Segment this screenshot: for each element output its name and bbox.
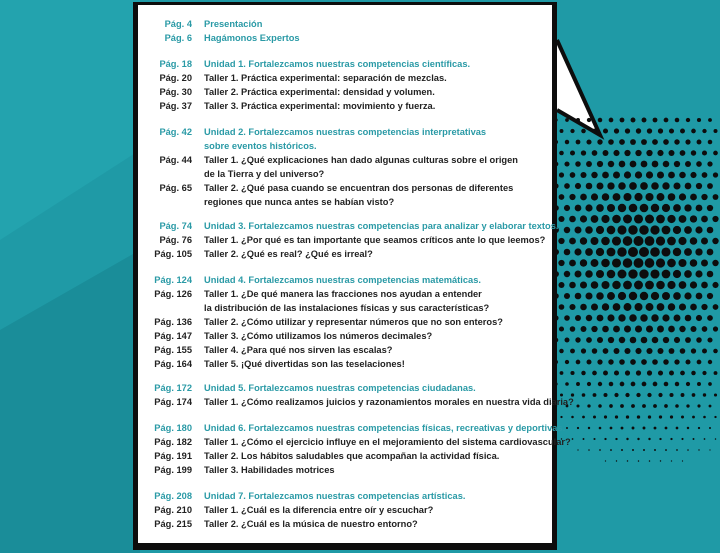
halftone-dot xyxy=(592,348,598,354)
toc-heading-row xyxy=(138,139,552,153)
halftone-dot xyxy=(580,194,587,201)
halftone-dot xyxy=(581,371,585,375)
halftone-dot xyxy=(587,382,591,386)
halftone-dot xyxy=(593,438,595,440)
halftone-dot xyxy=(560,371,564,375)
halftone-dot xyxy=(559,151,564,156)
toc-page-number: Pág. 6 xyxy=(164,33,192,43)
toc-entry-text: Taller 2. ¿Qué es real? ¿Qué es irreal? xyxy=(204,249,373,259)
toc-entry-row xyxy=(138,233,552,247)
halftone-dot xyxy=(564,183,570,189)
toc-page-number: Pág. 30 xyxy=(159,87,192,97)
halftone-dot xyxy=(570,349,575,354)
halftone-dot xyxy=(570,129,574,133)
toc-entry-row xyxy=(138,181,552,195)
toc-page-number: Pág. 180 xyxy=(154,423,192,433)
halftone-dot xyxy=(565,360,569,364)
halftone-dot xyxy=(592,129,597,134)
halftone-dot xyxy=(582,416,585,419)
halftone-dot xyxy=(586,337,592,343)
toc-entry-text: Taller 2. Los hábitos saludables que acompañan la actividad física. xyxy=(204,451,500,461)
halftone-dot xyxy=(558,282,564,288)
halftone-dot xyxy=(581,348,586,353)
toc-entry-row xyxy=(138,195,552,209)
halftone-dot xyxy=(587,404,590,407)
halftone-dot xyxy=(570,151,575,156)
toc-heading-row xyxy=(138,31,552,45)
toc-entry-text: Unidad 4. Fortalezcamos nuestras competencias matemáticas. xyxy=(204,275,481,285)
halftone-dot xyxy=(565,382,569,386)
halftone-dot xyxy=(591,193,598,200)
toc-page-number: Pág. 208 xyxy=(154,491,192,501)
toc-entry-text: Unidad 6. Fortalezcamos nuestras competencias físicas, recreativas y deportivas. xyxy=(204,423,566,433)
halftone-dot xyxy=(591,326,597,332)
toc-entry-row xyxy=(138,343,552,357)
halftone-dot xyxy=(577,449,578,450)
halftone-dot xyxy=(558,216,564,222)
toc-entry-row xyxy=(138,99,552,113)
halftone-dot xyxy=(591,259,599,267)
toc-entry-row xyxy=(138,71,552,85)
toc-entry-text: Taller 2. ¿Cómo utilizar y representar números que no son enteros? xyxy=(204,317,503,327)
halftone-dot xyxy=(588,449,590,451)
halftone-dot xyxy=(574,226,581,233)
halftone-dot xyxy=(569,282,576,289)
halftone-dot xyxy=(583,438,585,440)
halftone-dot xyxy=(591,281,599,289)
toc-entry-row xyxy=(138,287,552,301)
halftone-dot xyxy=(575,271,582,278)
toc-page-number: Pág. 76 xyxy=(159,235,192,245)
toc-heading-row xyxy=(138,219,559,233)
halftone-dot xyxy=(560,129,564,133)
toc-entry-text: sobre eventos históricos. xyxy=(204,141,317,151)
toc-entry-text: de la Tierra y del universo? xyxy=(204,169,325,179)
toc-entry-row xyxy=(138,247,552,261)
toc-entry-row xyxy=(138,167,552,181)
halftone-dot xyxy=(564,227,570,233)
halftone-dot xyxy=(572,438,574,440)
halftone-dot xyxy=(587,360,592,365)
toc-page-number: Pág. 65 xyxy=(159,183,192,193)
toc-page-number: Pág. 44 xyxy=(159,155,192,165)
toc-entry-text: regiones que nunca antes se habían visto? xyxy=(204,197,395,207)
halftone-dot xyxy=(570,172,576,178)
toc-entry-text: Hagámonos Expertos xyxy=(204,33,300,43)
halftone-dot xyxy=(586,139,591,144)
halftone-dot xyxy=(580,304,587,311)
toc-page-number: Pág. 147 xyxy=(154,331,192,341)
halftone-dot xyxy=(576,382,580,386)
toc-page-number: Pág. 20 xyxy=(159,73,192,83)
toc-entry-text: Unidad 3. Fortalezcamos nuestras competencias para analizar y elaborar textos. xyxy=(204,221,559,231)
halftone-dot xyxy=(576,404,579,407)
toc-page-number: Pág. 164 xyxy=(154,359,192,369)
halftone-dot xyxy=(585,226,593,234)
halftone-dot xyxy=(564,315,570,321)
toc-page-number: Pág. 155 xyxy=(154,345,192,355)
halftone-dot xyxy=(576,118,580,122)
halftone-dot xyxy=(559,172,564,177)
toc-entry-text: Taller 5. ¡Qué divertidas son las teselaciones! xyxy=(204,359,405,369)
halftone-dot xyxy=(592,150,598,156)
toc-entry-text: Taller 4. ¿Para qué nos sirven las escalas? xyxy=(204,345,393,355)
toc-page-number: Pág. 42 xyxy=(159,127,192,137)
toc-entry-text: Taller 3. Habilidades motrices xyxy=(204,465,335,475)
toc-entry-text: Unidad 5. Fortalezcamos nuestras competencias ciudadanas. xyxy=(204,383,476,393)
toc-heading-row xyxy=(138,489,552,503)
toc-entry-text: Taller 1. Práctica experimental: separación de mezclas. xyxy=(204,73,447,83)
halftone-dot xyxy=(591,215,599,223)
toc-entry-row xyxy=(138,435,571,449)
toc-page-number: Pág. 191 xyxy=(154,451,192,461)
toc-page-number: Pág. 126 xyxy=(154,289,192,299)
toc-entry-text: Unidad 7. Fortalezcamos nuestras competencias artísticas. xyxy=(204,491,466,501)
halftone-dot xyxy=(575,183,581,189)
toc-page-number: Pág. 37 xyxy=(159,101,192,111)
halftone-dot xyxy=(591,172,597,178)
toc-entry-row xyxy=(138,85,552,99)
halftone-dot xyxy=(581,129,586,134)
halftone-dot xyxy=(580,215,587,222)
toc-entry-row xyxy=(138,315,552,329)
halftone-dot xyxy=(559,349,563,353)
halftone-dot xyxy=(586,183,593,190)
toc-entry-row xyxy=(138,503,552,517)
toc-page-number: Pág. 174 xyxy=(154,397,192,407)
halftone-dot xyxy=(585,270,593,278)
halftone-dot xyxy=(585,204,592,211)
toc-entry-row xyxy=(138,329,552,343)
halftone-dot xyxy=(569,216,576,223)
toc-heading-row xyxy=(138,17,552,31)
halftone-dot xyxy=(576,360,581,365)
toc-page-number: Pág. 4 xyxy=(164,19,192,29)
halftone-dot xyxy=(582,393,586,397)
toc-page-number: Pág. 74 xyxy=(159,221,192,231)
table-of-contents xyxy=(138,5,574,543)
toc-page xyxy=(138,5,574,543)
halftone-dot xyxy=(581,326,587,332)
halftone-dot xyxy=(588,427,590,429)
halftone-dot xyxy=(564,161,569,166)
toc-entry-text: Unidad 1. Fortalezcamos nuestras competencias científicas. xyxy=(204,59,471,69)
background-wave xyxy=(0,250,140,553)
toc-entry-row xyxy=(138,357,552,371)
toc-page-number: Pág. 172 xyxy=(154,383,192,393)
background-wave-top xyxy=(0,0,140,240)
halftone-dot xyxy=(569,194,575,200)
halftone-dot xyxy=(580,237,587,244)
toc-entry-text: Taller 2. ¿Qué pasa cuando se encuentran dos personas de diferentes xyxy=(204,183,514,193)
halftone-dot xyxy=(593,416,596,419)
halftone-dot xyxy=(581,150,586,155)
toc-heading-row xyxy=(138,125,552,139)
toc-entry-row xyxy=(138,301,552,315)
halftone-dot xyxy=(564,205,570,211)
halftone-dot xyxy=(575,161,581,167)
halftone-dot xyxy=(585,292,592,299)
halftone-dot xyxy=(564,271,570,277)
toc-heading-row xyxy=(138,421,566,435)
toc-entry-text: Taller 3. Práctica experimental: movimiento y fuerza. xyxy=(204,101,436,111)
toc-page-number: Pág. 105 xyxy=(154,249,192,259)
halftone-dot xyxy=(570,371,574,375)
halftone-dot xyxy=(575,293,582,300)
halftone-dot xyxy=(593,393,597,397)
halftone-dot xyxy=(569,260,576,267)
toc-entry-text: Taller 2. ¿Cuál es la música de nuestro entorno? xyxy=(204,519,418,529)
halftone-dot xyxy=(580,259,587,266)
toc-entry-text: Taller 1. ¿Cómo realizamos juicios y razonamientos morales en nuestra vida diaria? xyxy=(204,397,574,407)
toc-entry-text: Taller 1. ¿De qué manera las fracciones nos ayudan a entender xyxy=(204,289,482,299)
halftone-dot xyxy=(575,315,581,321)
halftone-dot xyxy=(570,326,576,332)
side-title xyxy=(600,0,720,553)
halftone-dot xyxy=(559,194,565,200)
toc-entry-text: Taller 1. ¿Cuál es la diferencia entre oír y escuchar? xyxy=(204,505,434,515)
halftone-dot xyxy=(575,205,582,212)
toc-entry-row xyxy=(138,395,574,409)
halftone-dot xyxy=(577,427,579,429)
halftone-dot xyxy=(580,172,586,178)
toc-heading-row xyxy=(138,57,552,71)
halftone-dot xyxy=(571,416,574,419)
toc-entry-row xyxy=(138,449,552,463)
halftone-dot xyxy=(564,293,570,299)
halftone-dot xyxy=(565,140,569,144)
halftone-dot xyxy=(574,248,581,255)
toc-entry-text: Unidad 2. Fortalezcamos nuestras competencias interpretativas xyxy=(204,127,487,137)
toc-entry-row xyxy=(138,517,552,531)
toc-heading-row xyxy=(138,273,552,287)
toc-entry-text: Taller 1. ¿Por qué es tan importante que seamos críticos ante lo que leemos? xyxy=(204,235,546,245)
toc-page-number: Pág. 136 xyxy=(154,317,192,327)
halftone-dot xyxy=(565,118,569,122)
halftone-dot xyxy=(580,281,587,288)
toc-page-number: Pág. 124 xyxy=(154,275,192,285)
halftone-dot xyxy=(559,304,565,310)
halftone-dot xyxy=(560,416,562,418)
halftone-dot xyxy=(569,304,575,310)
toc-entry-text: Taller 2. Práctica experimental: densidad y volumen. xyxy=(204,87,435,97)
halftone-dot xyxy=(586,315,592,321)
halftone-dot xyxy=(585,248,593,256)
toc-page-number: Pág. 18 xyxy=(159,59,192,69)
halftone-dot xyxy=(586,161,592,167)
toc-entry-text: Taller 1. ¿Qué explicaciones han dado algunas culturas sobre el origen xyxy=(204,155,518,165)
halftone-dot xyxy=(592,371,597,376)
toc-entry-row xyxy=(138,153,552,167)
halftone-dot xyxy=(591,303,598,310)
halftone-dot xyxy=(566,427,568,429)
halftone-dot xyxy=(576,140,581,145)
toc-page-number: Pág. 215 xyxy=(154,519,192,529)
halftone-dot xyxy=(575,337,580,342)
halftone-dot xyxy=(564,337,569,342)
toc-page-number: Pág. 182 xyxy=(154,437,192,447)
halftone-dot xyxy=(591,237,599,245)
halftone-dot xyxy=(587,118,591,122)
halftone-dot xyxy=(558,238,564,244)
toc-heading-row xyxy=(138,381,552,395)
halftone-dot xyxy=(569,238,576,245)
toc-page-number: Pág. 210 xyxy=(154,505,192,515)
toc-entry-row xyxy=(138,463,552,477)
toc-entry-text: Taller 1. ¿Cómo el ejercicio influye en el mejoramiento del sistema cardiovascular? xyxy=(204,437,571,447)
toc-page-number: Pág. 199 xyxy=(154,465,192,475)
halftone-dot xyxy=(559,326,564,331)
toc-entry-text: Presentación xyxy=(204,19,263,29)
toc-entry-text: la distribución de las instalaciones físicas y sus características? xyxy=(204,303,490,313)
halftone-dot xyxy=(564,249,571,256)
toc-entry-text: Taller 3. ¿Cómo utilizamos los números decimales? xyxy=(204,331,433,341)
halftone-dot xyxy=(558,260,564,266)
